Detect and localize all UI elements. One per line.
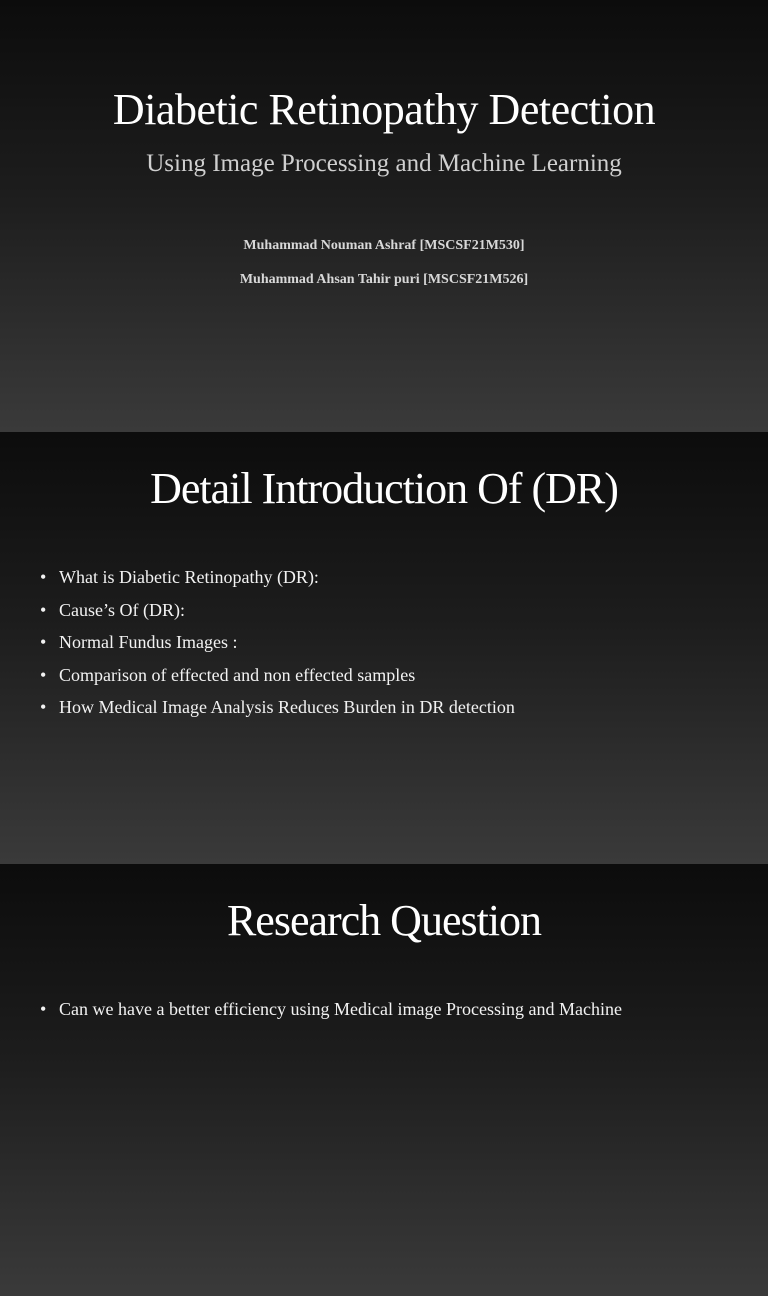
bullet-item [40, 664, 740, 686]
bullet-item [40, 566, 740, 588]
bullet-item [40, 631, 740, 653]
bullet-text: Normal Fundus Images : [59, 632, 238, 652]
bullet-list [40, 998, 740, 1031]
bullet-icon: • [40, 664, 47, 685]
author-line: Muhammad Nouman Ashraf [MSCSF21M530] [243, 238, 525, 253]
introduction-slide [0, 432, 768, 864]
bullet-text: Cause’s Of (DR): [59, 599, 185, 620]
slide-title: Detail Introduction Of (DR) [150, 464, 618, 513]
research-question-slide [0, 864, 768, 1296]
bullet-icon: • [40, 567, 47, 587]
title-slide [0, 0, 768, 432]
bullet-text: Comparison of effected and non effected samples [59, 664, 416, 685]
presentation-title: Diabetic Retinopathy Detection [112, 85, 656, 134]
presentation-subtitle: Using Image Processing and Machine Learning [146, 150, 622, 177]
bullet-item [40, 696, 740, 718]
bullet-item [40, 998, 740, 1020]
author-line: Muhammad Ahsan Tahir puri [MSCSF21M526] [239, 272, 529, 287]
bullet-icon: • [40, 599, 47, 620]
bullet-icon: • [40, 632, 47, 652]
bullet-text: Can we have a better efficiency using Medical image Processing and Machine [59, 999, 622, 1019]
bullet-list [40, 566, 740, 729]
bullet-icon: • [40, 999, 47, 1019]
bullet-icon: • [40, 697, 47, 717]
bullet-text: How Medical Image Analysis Reduces Burden in DR detection [59, 697, 515, 717]
slide-title: Research Question [226, 896, 542, 945]
bullet-item [40, 599, 740, 621]
bullet-text: What is Diabetic Retinopathy (DR): [59, 567, 319, 587]
